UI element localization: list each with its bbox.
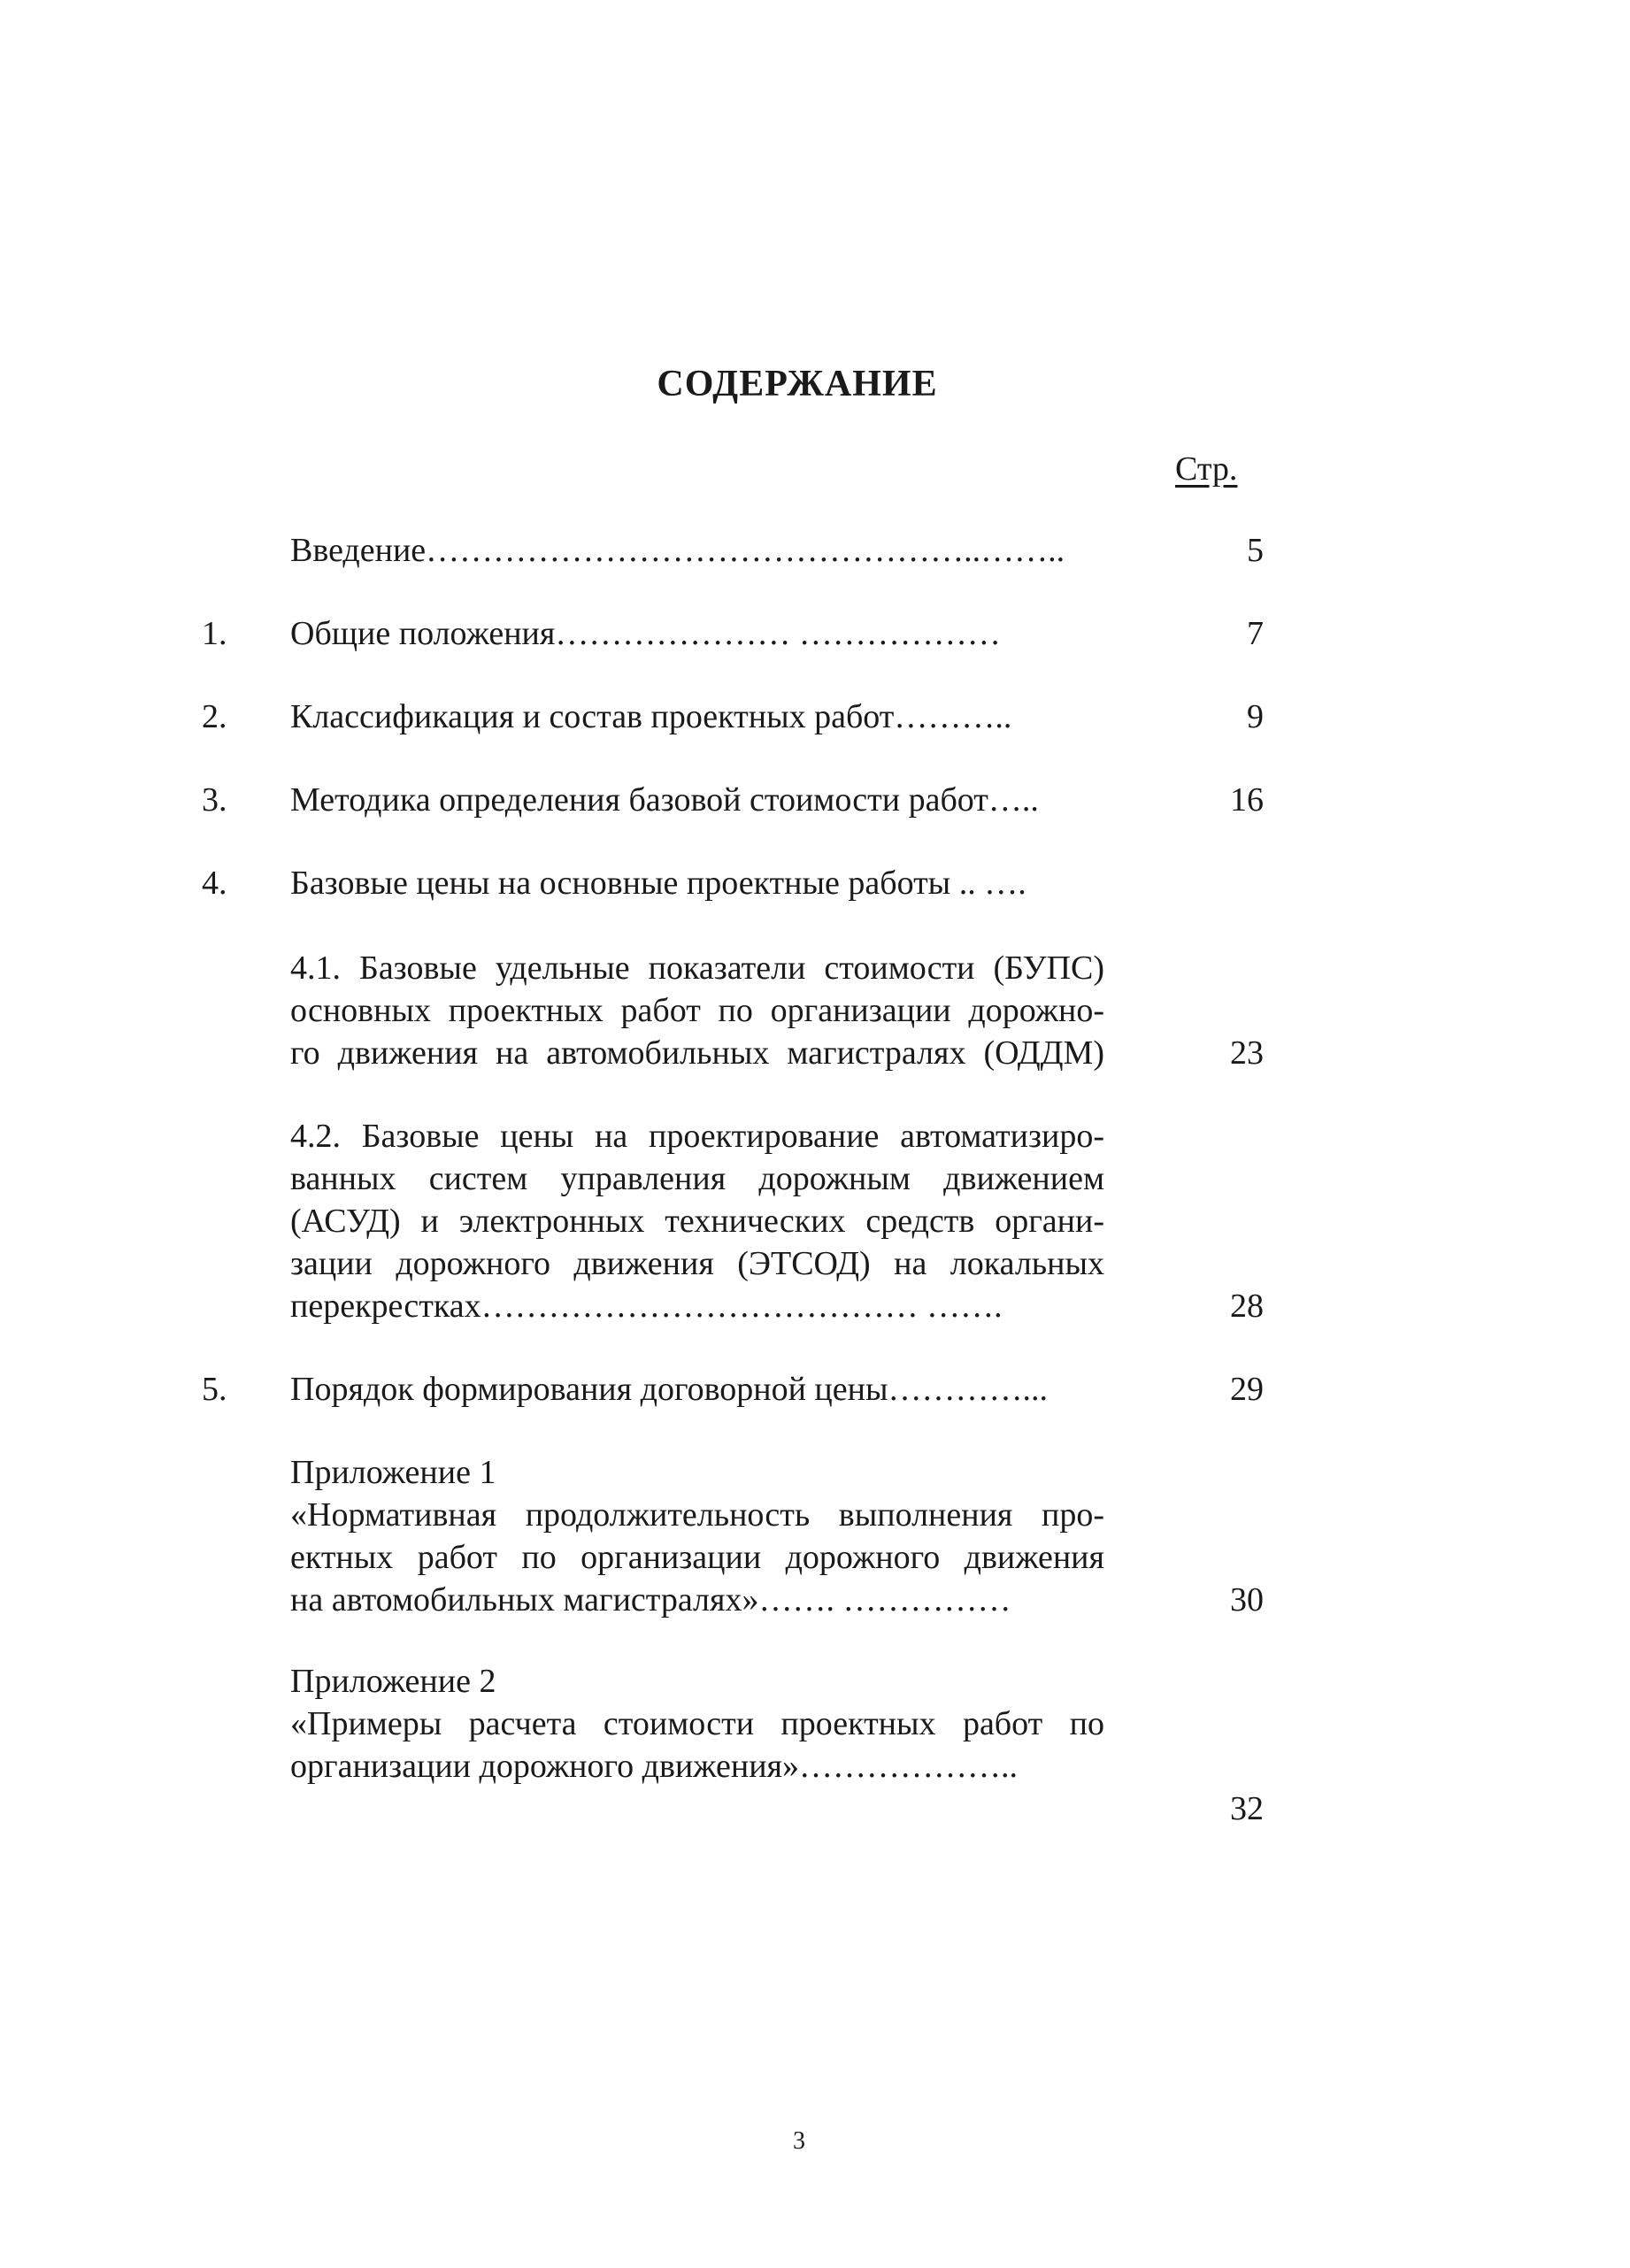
toc-entry-page: 5 [1247,532,1264,569]
toc-subentry-line: 4.2. Базовые цены на проектирование автоматизиро- [290,1118,1104,1155]
toc-entry-page: 9 [1247,698,1264,735]
footer-page-number: 3 [793,2127,805,2155]
toc-entry-text: Методика определения базовой стоимости работ….. [290,781,1039,819]
toc-entry-number: 5. [202,1371,227,1408]
toc-subentry-line: зации дорожного движения (ЭТСОД) на локальных [290,1245,1104,1282]
toc-entry-page: 16 [1230,781,1264,819]
toc-subentry-line: 4.1. Базовые удельные показатели стоимости (БУПС) [290,949,1104,987]
toc-subentry-line: перекрестках………………………………… ……. [290,1288,1003,1325]
toc-subentry-line: основных проектных работ по организации дорожно- [290,992,1104,1029]
toc-subentry-line: «Нормативная продолжительность выполнения про- [290,1496,1104,1534]
page-column-header: Стр. [1175,450,1238,488]
toc-entry-text: Классификация и состав проектных работ……….. [290,698,1012,735]
toc-subentry-line: «Примеры расчета стоимости проектных работ по [290,1705,1104,1742]
toc-entry-number: 3. [202,781,227,819]
toc-subentry-line: (АСУД) и электронных технических средств органи- [290,1203,1104,1240]
toc-entry-page: 32 [1230,1790,1264,1827]
toc-subentry-line: ванных систем управления дорожным движением [290,1160,1104,1197]
toc-entry-page: 7 [1247,615,1264,652]
toc-entry-text: Базовые цены на основные проектные работы .. …. [290,865,1026,902]
toc-subentry-line: на автомобильных магистралях»……. …………… [290,1581,1011,1618]
appendix-title: Приложение 2 [290,1663,496,1700]
toc-entry-number: 2. [202,698,227,735]
toc-title: СОДЕРЖАНИЕ [657,364,938,404]
toc-entry-page: 28 [1230,1288,1264,1325]
toc-entry-number: 4. [202,865,227,902]
toc-entry-text: Введение…………………………………………..…….. [290,532,1065,569]
toc-subentry-line: организации дорожного движения»……………….. [290,1748,1019,1785]
toc-entry-page: 29 [1230,1371,1264,1408]
toc-entry-text: Общие положения………………… ……………… [290,615,1001,652]
toc-entry-number: 1. [202,615,227,652]
toc-entry-page: 23 [1230,1034,1264,1072]
toc-subentry-line: ектных работ по организации дорожного движения [290,1539,1104,1576]
toc-entry-text: Порядок формирования договорной цены…………... [290,1371,1049,1408]
toc-subentry-line: го движения на автомобильных магистралях (ОДДМ) [290,1034,1104,1072]
toc-entry-page: 30 [1230,1581,1264,1618]
appendix-title: Приложение 1 [290,1454,496,1491]
